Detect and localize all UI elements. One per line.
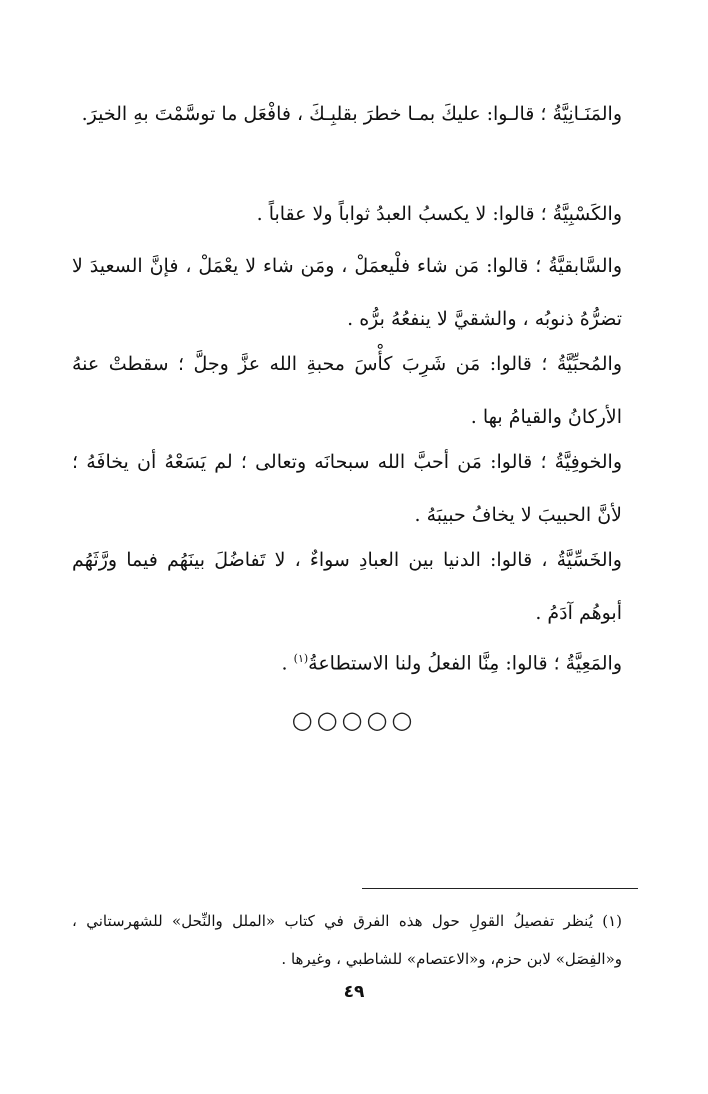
paragraph-khawfiyya: والخوفِيَّةُ ؛ قالوا: مَن أحبَّ الله سبحانَه وتعالى ؛ لم يَسَعْهُ أن يخافَهُ ؛ لأنَّ الحبيبَ لا يخافُ حبيبَهُ . bbox=[72, 451, 622, 526]
paragraph-khassiyya: والخَسِّيَّةُ ، قالوا: الدنيا بين العبادِ سواءٌ ، لا تَفاضُلَ بينَهُم فيما ورَّثَهُم أبوهُم آدَمُ . bbox=[72, 549, 622, 624]
paragraph-kasbiyya: والكَسْبِيَّةُ ؛ قالوا: لا يكسبُ العبدُ ثواباً ولا عقاباً . bbox=[256, 203, 622, 225]
paragraph-muhibbiyya: والمُحبِّيَّةُ ؛ قالوا: مَن شَرِبَ كأْسَ محبةِ الله عزَّ وجلَّ ؛ سقطتْ عنهُ الأركانُ والقيامُ بها . bbox=[72, 353, 622, 428]
footnote-divider bbox=[362, 888, 638, 889]
section-ornament: ○○○○○ bbox=[291, 706, 417, 734]
paragraph-saabiqiyya: والسَّابقيَّةُ ؛ قالوا: مَن شاء فلْيعمَلْ ، ومَن شاء لا يعْمَلْ ، فإنَّ السعيدَ لا تضرُّهُ ذنوبُه ، والشقيَّ لا ينفعُهُ برُّه . bbox=[72, 255, 622, 330]
paragraph-maiyya-text: والمَعِيَّةُ ؛ قالوا: مِنَّا الفعلُ ولنا الاستطاعةُ bbox=[308, 652, 622, 675]
page-number: ٤٩ bbox=[343, 982, 365, 1002]
footnote-reference: (١) bbox=[293, 652, 309, 665]
paragraph-maiyya: والمَعِيَّةُ ؛ قالوا: مِنَّا الفعلُ ولنا الاستطاعةُ$^{(١)}$ . bbox=[281, 652, 622, 675]
footnote-text: (١) يُنظر تفصيلُ القولِ حول هذه الفرق في كتاب «الملل والنِّحل» للشهرستاني ، و«الفِصَل» لابن حزم، و«الاعتصام» للشاطبي ، وغيرها . bbox=[72, 912, 622, 968]
paragraph-manaaniyya: والمَنَـانِيَّةُ ؛ قالـوا: عليكَ بمـا خطرَ بقلبِـكَ ، فافْعَل ما توسَّمْتَ بهِ الخيرَ. bbox=[81, 103, 622, 125]
